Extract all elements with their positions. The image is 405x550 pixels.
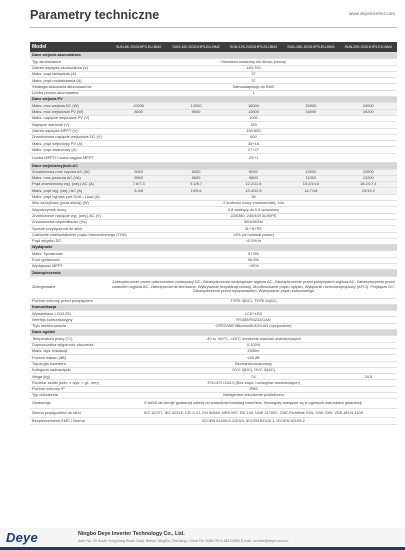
row-value: 3L+N+PE bbox=[245, 225, 262, 231]
row-value: 1000 bbox=[249, 115, 258, 121]
row-value: 36+18 bbox=[248, 140, 259, 146]
row-label: Sposób przyłączenia do sieci bbox=[32, 225, 83, 231]
table-row bbox=[30, 418, 397, 424]
row-label: Współczynnik mocy bbox=[32, 206, 67, 212]
section-title: Zabezpieczenia bbox=[32, 269, 61, 275]
row-label: Znamionowe napięcie wejściowe DC (V) bbox=[32, 134, 102, 140]
row-label: Wyświetlacz LCD/LED bbox=[32, 310, 71, 316]
row-label: Moc szczytowa (poza siecią) (W) bbox=[32, 200, 89, 206]
row-label: Znamionowe napięcie wyj. (wej.) AC (V) bbox=[32, 212, 101, 218]
row-value: 27+27 bbox=[248, 146, 259, 152]
row-label: Maks. napięcie wejściowe PV (V) bbox=[32, 115, 90, 121]
row-value: 5000 bbox=[134, 168, 144, 174]
row-label: Waga (kg) bbox=[32, 373, 50, 379]
row-label: Poziom ochrony IP bbox=[32, 386, 65, 392]
row-label: Liczba MPPT/ Liczba ciągów MPPT bbox=[32, 154, 94, 160]
section-title: Dane wejścia PV bbox=[32, 96, 63, 102]
website-url[interactable]: www.deyeinverter.com bbox=[349, 11, 395, 16]
row-value: 10/9.6 bbox=[190, 187, 202, 193]
row-value: 15.2/14.5 bbox=[302, 181, 319, 187]
section-title: Wydajność bbox=[32, 244, 53, 250]
row-value: 220/380, 230/400 3L/N/PE bbox=[230, 212, 277, 218]
header-divider bbox=[30, 27, 397, 28]
row-label: Prąd znamionowy wyj. (wej.) AC (A) bbox=[32, 181, 94, 187]
row-label: Poziom hałasu (dB) bbox=[32, 354, 66, 360]
model-name: SUN-12K-SG01HP3-EU-BM3 bbox=[229, 45, 278, 49]
row-label: Zakres napięcia akumulatora (V) bbox=[32, 64, 89, 70]
row-label: Maks. moc wejścia DC (W) bbox=[32, 102, 79, 108]
deye-logo: Deye bbox=[6, 530, 38, 545]
row-value: 6000 bbox=[191, 168, 201, 174]
spec-table bbox=[30, 42, 397, 425]
row-value: 24.5 bbox=[340, 374, 397, 379]
row-label: Zakres napięcia MPPT (V) bbox=[32, 127, 78, 133]
row-value: 6600 bbox=[191, 175, 201, 181]
row-label: Maks. prąd wejściowy PV (A) bbox=[32, 140, 83, 146]
row-value: 18.2/17.4 bbox=[360, 181, 377, 187]
model-name: SUN-10K-SG01HP3-EU-BM2 bbox=[172, 45, 220, 49]
section-title: Dane wejścia/wyjścia AC bbox=[32, 162, 78, 168]
row-label: Typ chłodzenia bbox=[32, 392, 58, 398]
row-label: Maks. prąd bypass port Grid→Load (A) bbox=[32, 194, 100, 200]
row-value: 8000 bbox=[134, 109, 144, 115]
row-value: <3% (of nominal power) bbox=[232, 231, 275, 237]
row-value: 37 bbox=[251, 71, 256, 77]
row-value: 97.6% bbox=[247, 250, 260, 256]
section-title: Dane ogólne bbox=[32, 329, 56, 335]
row-value: IEC/EN 61000-6-1/2/3/4, IEC/EN 62109-1, IEC/EN 62109-2 bbox=[202, 417, 305, 423]
row-value: 8800 bbox=[249, 175, 258, 181]
row-value: 24000 bbox=[362, 102, 374, 108]
row-value: 13.4/12.8 bbox=[245, 187, 262, 193]
row-value: 0-100% bbox=[246, 342, 261, 348]
row-label: Zintegrowane bbox=[32, 283, 56, 289]
row-label: Maks. prąd ładowania (A) bbox=[32, 71, 77, 77]
table-row bbox=[30, 399, 397, 409]
row-label: Maks. prąd zwarciowy (A) bbox=[32, 146, 77, 152]
row-value: 12800 bbox=[248, 109, 259, 115]
section-title: Dane wejścia akumulatora bbox=[32, 52, 81, 58]
table-row bbox=[30, 277, 397, 299]
model-name: SUN-20K-SG01HP3-EU-BM4 bbox=[344, 45, 392, 49]
row-value: 16000 bbox=[305, 109, 317, 115]
row-label: Tryb monitorowania bbox=[32, 323, 67, 329]
row-label: Rozmiar szafki (szer. × wys. × gł., mm) bbox=[32, 379, 99, 385]
page-title: Parametry techniczne bbox=[30, 8, 160, 22]
company-name: Ningbo Deye Inverter Technology Co., Ltd. bbox=[78, 531, 185, 537]
row-label: Znamionowa częstotliwość (Hz) bbox=[32, 219, 87, 225]
row-value: 8000 bbox=[249, 168, 258, 174]
row-value bbox=[282, 374, 339, 379]
row-label: Wydajność MPPT bbox=[32, 263, 63, 269]
model-name: SUN-8K-SG01HP3-EU-BM2 bbox=[116, 45, 162, 49]
row-value: 11000 bbox=[305, 175, 317, 181]
row-value: 16000 bbox=[248, 102, 259, 108]
row-label: Norma przyłączenia do sieci bbox=[32, 409, 81, 415]
row-value bbox=[110, 374, 167, 379]
row-value: Inteligentne chłodzenie powietrzem bbox=[223, 392, 284, 398]
row-value: 150-850 bbox=[246, 127, 261, 133]
row-label: Znamionowa moc czynna AC (W) bbox=[32, 168, 90, 174]
row-value: Ołowiowo-kwasowy lub litowo-jonowy bbox=[221, 58, 286, 64]
row-value: <0.5% In bbox=[245, 238, 262, 244]
row-value: 1 bbox=[252, 90, 255, 96]
row-value: 5500 bbox=[134, 175, 144, 181]
row-value: 50Hz/60Hz bbox=[243, 219, 264, 225]
row-value: LCD+LED bbox=[244, 310, 263, 316]
row-label: Interfejs komunikacyjny bbox=[32, 316, 73, 322]
row-value: 19200 bbox=[362, 109, 374, 115]
row-value: 13200 bbox=[362, 175, 374, 181]
row-value: 37 bbox=[251, 77, 256, 83]
row-label: Typ akumulatora bbox=[32, 58, 61, 64]
row-label: Maks. wys. instalacji bbox=[32, 348, 68, 354]
row-label: Maks. moc wejściowa PV (W) bbox=[32, 109, 84, 115]
row-value: Samoadaptacja do BMS bbox=[232, 83, 275, 89]
page-footer bbox=[0, 526, 405, 550]
row-value: 2000m bbox=[247, 348, 260, 354]
row-value: 12000 bbox=[362, 168, 374, 174]
row-value: 10000 bbox=[133, 102, 145, 108]
row-value: 180 bbox=[250, 121, 257, 127]
row-value: IEC 61727, IEC 62116, CEI 0-21, EN 50549, NRS 097, RD 140, UNE 217002, OVE-Richtlinie R25, G98, G99, VDE-AR-N 4105 bbox=[144, 409, 363, 415]
row-value: 12.2/11.6 bbox=[245, 181, 262, 187]
row-label: Euro sprawność bbox=[32, 257, 60, 263]
row-label: Prąd wtrysku DC bbox=[32, 238, 62, 244]
row-value: 9600 bbox=[191, 109, 201, 115]
row-value: 24 bbox=[225, 374, 282, 379]
row-label: Liczba portów akumulatora bbox=[32, 90, 79, 96]
row-value: 12000 bbox=[190, 102, 202, 108]
row-value: TYPE II(DC), TYPE III(AC) bbox=[230, 297, 277, 303]
row-label: Temperatura pracy (°C) bbox=[32, 335, 73, 341]
row-value: 2/1+1 bbox=[248, 154, 259, 160]
row-label: Bezpieczeństwo EMC / Norma bbox=[32, 417, 85, 423]
row-label: Maks. Sprawność bbox=[32, 250, 63, 256]
section-title: Komunikacja bbox=[32, 304, 57, 310]
row-value: 16.7/16 bbox=[304, 187, 318, 193]
row-label: Maks. prąd rozładowania (A) bbox=[32, 77, 82, 83]
row-value: 96.5% bbox=[247, 257, 260, 263]
row-value: 20000 bbox=[305, 102, 317, 108]
row-value: GPRS/WIFI/Bluetooth/4G/LAN (opcjonalnie) bbox=[215, 323, 292, 329]
row-value: 160-700 bbox=[246, 64, 261, 70]
model-name: SUN-15K-SG01HP3-EU-BM3 bbox=[287, 45, 335, 49]
row-value: ≤45 dB bbox=[247, 354, 260, 360]
row-label: Maks. prąd wyj. (wej.) AC (A) bbox=[32, 187, 83, 193]
row-value: 2 krotność mocy znamionowej, 10s bbox=[223, 200, 284, 206]
row-value: IP65 bbox=[249, 386, 258, 392]
row-value bbox=[167, 374, 224, 379]
model-label: Model bbox=[32, 43, 47, 50]
table-row bbox=[30, 154, 397, 164]
row-value: 0.8 wiodący do 0.8 opóźniony bbox=[227, 206, 280, 212]
company-address: Add: No. 26 South YongJiang Road, Daqi, Beilun, NingBo, ZheJiang, China Tel: 0086-0574-86120560 E-mail: service@deye.com.cn bbox=[78, 539, 289, 543]
row-value: >99% bbox=[248, 263, 259, 269]
row-value: 20/19.2 bbox=[361, 187, 375, 193]
row-label: Dopuszczalna wilgotność otoczenia bbox=[32, 342, 94, 348]
row-value: RS485/RS232/CAN bbox=[236, 316, 271, 322]
footer-band bbox=[0, 528, 405, 546]
row-value: Beztransformatorowy bbox=[235, 360, 272, 366]
row-label: Topologia inwertera bbox=[32, 360, 66, 366]
row-label: Poziom ochrony przed przepięciem bbox=[32, 297, 93, 303]
row-label: Kategoria nadnapięcia bbox=[32, 367, 71, 373]
row-value: Zabezpieczenie przed odwróceniem polaryzacji DC, Zabezpieczenie nadprądowe wyjścia AC, Zabezpieczenie przed przepięciem wyjścia AC, Zabezpieczenie przed zwarciem wyjścia AC, Zabezpieczenie termiczne, Wykrywanie rezystancji izolacji, Monitorowanie prądu upływu, Wyłącznik różnicowoprądowy (AFCI), Przyłącze DC, Zabezpieczenie przed wyspowaniem, Wykrywanie prądu zwarciowego bbox=[112, 279, 395, 294]
row-label: Napięcie startowe (V) bbox=[32, 121, 70, 127]
row-value: 600 bbox=[250, 134, 257, 140]
row-label: Maks. moc pozorna AC (VA) bbox=[32, 175, 81, 181]
table-row bbox=[30, 409, 397, 419]
row-value: 5 lat/10 lat wersje gwarancji zależy od warunków instalacji inwertera. Szczegóły dostępne są w ogólnych warunkach gwarancji. bbox=[144, 400, 363, 406]
table-header-row bbox=[30, 42, 397, 53]
row-value: 7.6/7.3 bbox=[132, 181, 145, 187]
page-header bbox=[0, 0, 405, 28]
row-value: 10000 bbox=[305, 168, 317, 174]
row-value: -40 to +60°C, >45°C obniżenie wartości znamionowych bbox=[205, 335, 302, 341]
row-label: Całkowite zniekształcenie prądu harmonicznego (THD) bbox=[32, 231, 127, 237]
row-value: OVC II(DC), OVC III(AC) bbox=[232, 367, 275, 373]
row-value: 376×470×244.5 (Bez złącz i uchwytów montażowych) bbox=[207, 379, 300, 385]
row-value: 9.1/8.7 bbox=[190, 181, 203, 187]
row-value: 35 bbox=[251, 194, 256, 200]
row-label: Strategia ładowania akumulatorów bbox=[32, 83, 92, 89]
row-label: Gwarancja bbox=[32, 400, 51, 406]
row-value: 8.4/8 bbox=[134, 187, 144, 193]
